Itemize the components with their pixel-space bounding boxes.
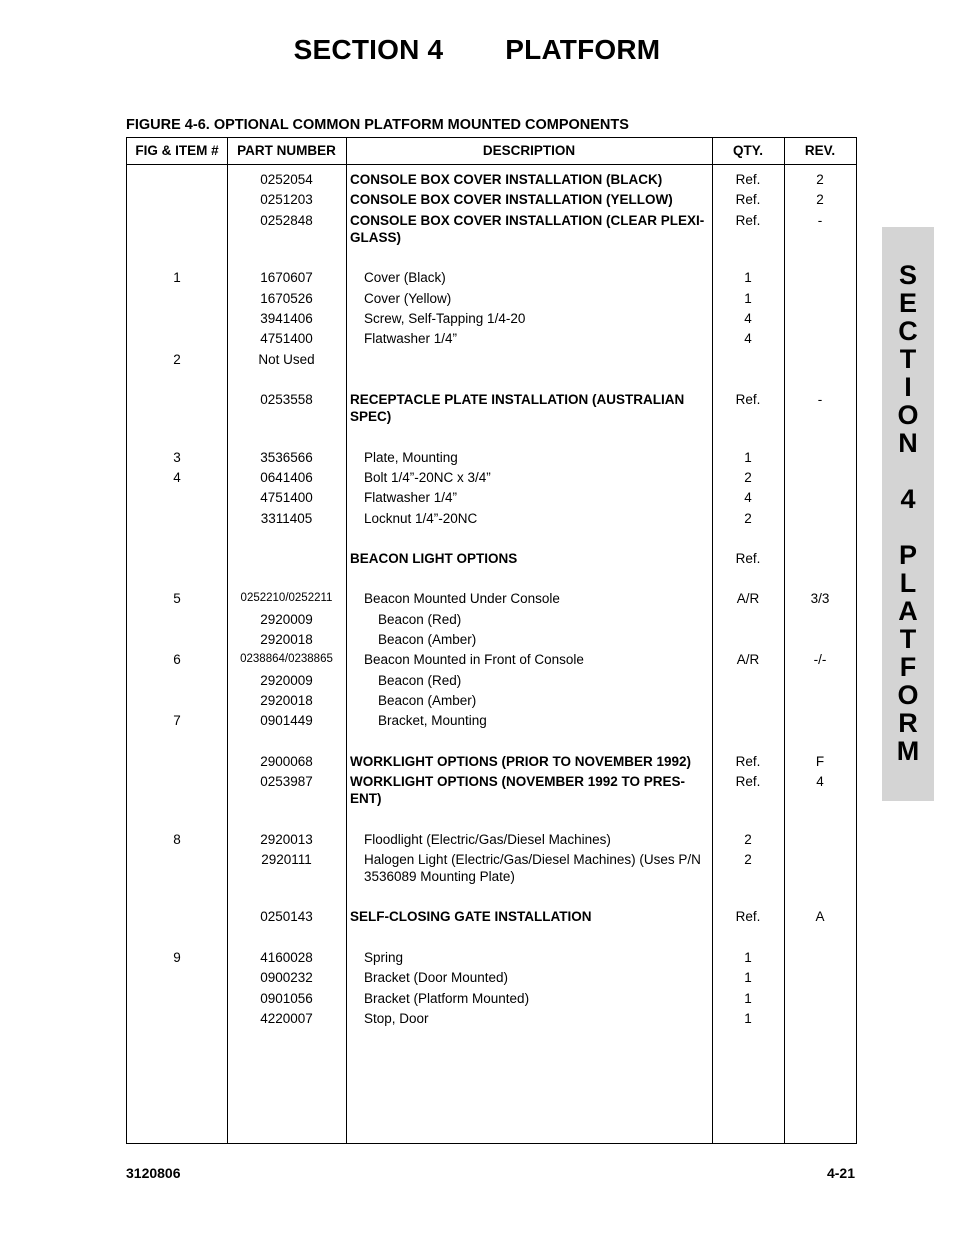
qty-cell: Ref. (735, 909, 761, 924)
part-number-cell: 2920009 (260, 673, 313, 688)
qty-cell: 4 (744, 490, 752, 505)
table-row (127, 391, 856, 425)
rev-cell: 3/3 (810, 591, 830, 606)
rev-cell (784, 990, 856, 1007)
fig-item-cell (127, 692, 227, 709)
fig-item-cell (127, 391, 227, 425)
fig-item-cell (127, 330, 227, 347)
side-tab-letter: I (904, 372, 912, 402)
table-row (127, 753, 856, 770)
side-tab-letter: 4 (900, 484, 916, 514)
qty-cell (712, 631, 784, 648)
part-number-cell: 0253987 (260, 774, 313, 789)
fig-item-cell (127, 753, 227, 770)
rev-cell (784, 510, 856, 527)
fig-item-cell: 5 (173, 591, 181, 606)
part-number-cell: 1670526 (260, 291, 313, 306)
side-tab-letter: T (899, 344, 917, 374)
description-cell: SELF-CLOSING GATE INSTALLATION (350, 909, 592, 924)
qty-cell (712, 712, 784, 729)
rev-cell (784, 692, 856, 709)
qty-cell: 1 (744, 450, 752, 465)
description-cell: Beacon (Amber) (378, 693, 477, 708)
section-side-tab (882, 227, 934, 801)
description-cell: Beacon (Amber) (378, 632, 477, 647)
qty-cell: Ref. (735, 192, 761, 207)
fig-item-cell (127, 773, 227, 807)
part-number-cell: 0901056 (260, 991, 313, 1006)
fig-item-cell (127, 851, 227, 885)
rev-cell: A (815, 909, 825, 924)
side-tab-letters (882, 261, 934, 765)
description-cell: RECEPTACLE PLATE INSTALLATION (AUSTRALIAN SPEC) (350, 392, 685, 424)
description-cell: Beacon Mounted Under Console (364, 591, 560, 606)
table-row (127, 631, 856, 648)
fig-item-cell: 6 (173, 652, 181, 667)
fig-item-cell (127, 990, 227, 1007)
fig-item-cell (127, 290, 227, 307)
fig-item-cell (127, 310, 227, 327)
fig-item-cell: 8 (173, 832, 181, 847)
description-cell: Plate, Mounting (364, 450, 458, 465)
description-cell: Spring (364, 950, 404, 965)
table-row (127, 692, 856, 709)
rev-cell: 4 (816, 774, 824, 789)
description-cell: Cover (Yellow) (364, 291, 452, 306)
fig-item-cell: 7 (173, 713, 181, 728)
table-row (127, 550, 856, 567)
section-title: PLATFORM (505, 34, 661, 65)
table-row (127, 330, 856, 347)
rev-cell (784, 351, 856, 368)
side-tab-letter (882, 457, 934, 485)
description-cell: Bracket (Door Mounted) (364, 970, 509, 985)
side-tab-letter: A (898, 596, 918, 626)
part-number-cell (227, 550, 346, 567)
fig-item-cell: 3 (173, 450, 181, 465)
description-cell: Beacon Mounted in Front of Console (364, 652, 584, 667)
side-tab-letter: E (898, 288, 917, 318)
part-number-cell: 4160028 (260, 950, 313, 965)
description-cell: WORKLIGHT OPTIONS (PRIOR TO NOVEMBER 1992) (350, 754, 692, 769)
part-number-cell: 4220007 (260, 1011, 313, 1026)
qty-cell: Ref. (735, 213, 761, 228)
document-number: 3120806 (126, 1165, 181, 1181)
part-number-cell: 0252848 (260, 213, 313, 228)
side-tab-letter: P (898, 540, 917, 570)
rev-cell (784, 469, 856, 486)
fig-item-cell (127, 510, 227, 527)
part-number-cell: 2920009 (260, 612, 313, 627)
table-row (127, 949, 856, 966)
rev-cell (784, 631, 856, 648)
side-tab-letter: S (898, 260, 917, 290)
description-cell: Flatwasher 1/4” (364, 331, 458, 346)
fig-item-cell (127, 191, 227, 208)
rev-cell: - (817, 392, 823, 407)
page-header (0, 34, 954, 66)
qty-cell: Ref. (735, 754, 761, 769)
table-row (127, 672, 856, 689)
table-row (127, 590, 856, 607)
table-row (127, 712, 856, 729)
description-cell: Bracket (Platform Mounted) (364, 991, 530, 1006)
side-tab-letter: R (898, 708, 918, 738)
fig-item-cell (127, 489, 227, 506)
side-tab-letter: M (896, 736, 920, 766)
description-cell: Locknut 1/4”-20NC (364, 511, 478, 526)
description-cell: Halogen Light (Electric/Gas/Diesel Machines) (Uses P/N 3536089 Mounting Plate) (364, 852, 701, 884)
part-number-cell: 2920013 (260, 832, 313, 847)
side-tab-letter: C (898, 316, 918, 346)
part-number-cell: 4751400 (260, 490, 313, 505)
rev-cell (784, 949, 856, 966)
fig-item-cell: 4 (173, 470, 181, 485)
rev-cell (784, 269, 856, 286)
header-rev: REV. (804, 143, 836, 158)
table-row (127, 191, 856, 208)
rev-cell (784, 550, 856, 567)
rev-cell (784, 1010, 856, 1027)
fig-item-cell: 2 (173, 352, 181, 367)
qty-cell: 1 (744, 291, 752, 306)
description-cell: Screw, Self-Tapping 1/4-20 (364, 311, 526, 326)
table-row (127, 489, 856, 506)
description-cell: Floodlight (Electric/Gas/Diesel Machines) (364, 832, 611, 847)
section-number: SECTION 4 (293, 34, 444, 65)
rev-cell: - (817, 213, 823, 228)
table-row (127, 990, 856, 1007)
table-row (127, 290, 856, 307)
table-row (127, 351, 856, 368)
description-cell: BEACON LIGHT OPTIONS (350, 551, 518, 566)
part-number-cell: 0900232 (260, 970, 313, 985)
qty-cell: 2 (744, 832, 752, 847)
fig-item-cell (127, 631, 227, 648)
rev-cell (784, 449, 856, 466)
rev-cell (784, 712, 856, 729)
fig-item-cell (127, 969, 227, 986)
side-tab-letter: T (899, 624, 917, 654)
description-cell: Beacon (Red) (378, 673, 462, 688)
rev-cell (784, 330, 856, 347)
table-row (127, 908, 856, 925)
qty-cell: 1 (744, 270, 752, 285)
side-tab-letter: O (897, 680, 919, 710)
qty-cell: 2 (744, 852, 752, 867)
side-tab-letter (882, 513, 934, 541)
table-row (127, 510, 856, 527)
rev-cell: -/- (813, 652, 827, 667)
qty-cell: A/R (736, 591, 760, 606)
header-part-number: PART NUMBER (237, 143, 336, 158)
part-number-cell: 2900068 (260, 754, 313, 769)
rev-cell (784, 290, 856, 307)
page-number: 4-21 (826, 1165, 855, 1181)
description-cell: Bracket, Mounting (378, 713, 487, 728)
part-number-cell: 0253558 (260, 392, 313, 407)
header-description: DESCRIPTION (482, 143, 576, 158)
part-number-cell: 3536566 (260, 450, 313, 465)
rev-cell (784, 489, 856, 506)
qty-cell: 4 (744, 311, 752, 326)
fig-item-cell (127, 550, 227, 567)
part-number-cell: 2920111 (261, 852, 312, 867)
rev-cell: 2 (816, 172, 824, 187)
rev-cell (784, 672, 856, 689)
part-number-cell: 0252210/0252211 (240, 592, 333, 604)
side-tab-letter: N (898, 428, 918, 458)
part-number-cell: Not Used (258, 352, 315, 367)
description-cell: Stop, Door (364, 1011, 429, 1026)
fig-item-cell (127, 1010, 227, 1027)
qty-cell: 1 (744, 950, 752, 965)
header-fig-item: FIG & ITEM # (135, 143, 219, 158)
qty-cell: Ref. (735, 551, 761, 566)
table-row (127, 310, 856, 327)
qty-cell: 1 (744, 1011, 752, 1026)
qty-cell: 1 (744, 970, 752, 985)
qty-cell: A/R (736, 652, 760, 667)
qty-cell: Ref. (735, 172, 761, 187)
part-number-cell: 3311405 (260, 511, 313, 526)
description-cell: CONSOLE BOX COVER INSTALLATION (YELLOW) (350, 192, 673, 207)
table-row (127, 469, 856, 486)
description-cell: CONSOLE BOX COVER INSTALLATION (CLEAR PLEXI-GLASS) (350, 213, 705, 245)
qty-cell (712, 692, 784, 709)
table-row (127, 171, 856, 188)
fig-item-cell (127, 611, 227, 628)
fig-item-cell (127, 908, 227, 925)
part-number-cell: 0250143 (260, 909, 313, 924)
qty-cell: Ref. (735, 774, 761, 789)
description-cell: Bolt 1/4”-20NC x 3/4” (364, 470, 491, 485)
qty-cell: 2 (744, 470, 752, 485)
qty-cell: 1 (744, 991, 752, 1006)
part-number-cell: 0251203 (260, 192, 313, 207)
parts-table (126, 137, 857, 1144)
description-cell: Beacon (Red) (378, 612, 462, 627)
part-number-cell: 3941406 (260, 311, 313, 326)
part-number-cell: 2920018 (260, 693, 313, 708)
fig-item-cell (127, 212, 227, 246)
part-number-cell: 1670607 (260, 270, 313, 285)
qty-cell: 4 (744, 331, 752, 346)
table-row (127, 269, 856, 286)
qty-cell: 2 (744, 511, 752, 526)
qty-cell (712, 672, 784, 689)
fig-item-cell (127, 672, 227, 689)
description-cell: CONSOLE BOX COVER INSTALLATION (BLACK) (350, 172, 663, 187)
table-row (127, 851, 856, 885)
qty-cell (712, 351, 784, 368)
header-divider (127, 164, 856, 165)
description-cell (346, 351, 712, 368)
rev-cell (784, 831, 856, 848)
rev-cell: 2 (816, 192, 824, 207)
table-row (127, 212, 856, 246)
fig-item-cell (127, 171, 227, 188)
part-number-cell: 0641406 (260, 470, 313, 485)
rev-cell (784, 611, 856, 628)
part-number-cell: 2920018 (260, 632, 313, 647)
table-row (127, 651, 856, 668)
qty-cell (712, 611, 784, 628)
fig-item-cell: 9 (173, 950, 181, 965)
side-tab-letter: O (897, 400, 919, 430)
header-qty: QTY. (732, 143, 763, 158)
description-cell: WORKLIGHT OPTIONS (NOVEMBER 1992 TO PRES-ENT) (350, 774, 686, 806)
table-row (127, 969, 856, 986)
part-number-cell: 0238864/0238865 (240, 653, 333, 665)
rev-cell (784, 851, 856, 885)
table-row (127, 611, 856, 628)
side-tab-letter: L (899, 568, 917, 598)
rev-cell: F (815, 754, 825, 769)
rev-cell (784, 310, 856, 327)
table-row (127, 449, 856, 466)
description-cell: Cover (Black) (364, 270, 446, 285)
table-row (127, 773, 856, 807)
figure-title: FIGURE 4-6. OPTIONAL COMMON PLATFORM MOUNTED COMPONENTS (126, 117, 629, 133)
side-tab-letter: F (899, 652, 917, 682)
part-number-cell: 0901449 (260, 713, 313, 728)
table-row (127, 831, 856, 848)
rev-cell (784, 969, 856, 986)
part-number-cell: 0252054 (260, 172, 313, 187)
qty-cell: Ref. (735, 392, 761, 407)
fig-item-cell: 1 (173, 270, 181, 285)
description-cell: Flatwasher 1/4” (364, 490, 458, 505)
part-number-cell: 4751400 (260, 331, 313, 346)
table-row (127, 1010, 856, 1027)
